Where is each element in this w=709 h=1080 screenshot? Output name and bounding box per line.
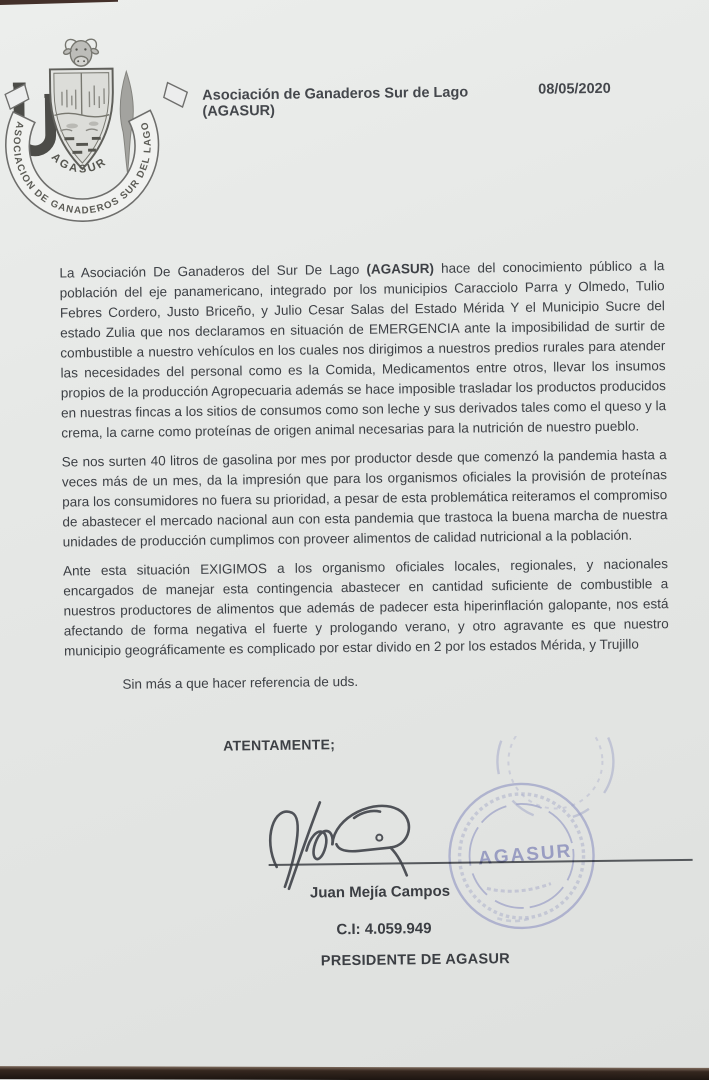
letterhead-title: Asociación de Ganaderos Sur de Lago (AGASUR) — [202, 84, 469, 120]
salutation: ATENTAMENTE; — [223, 736, 336, 754]
closing-line: Sin más a que hacer referencia de uds. — [122, 673, 359, 692]
signer-role: PRESIDENTE DE AGASUR — [320, 951, 511, 970]
paragraph-1-pre: La Asociación De Ganaderos del Sur De Lago — [59, 261, 367, 281]
paragraph-1-bold-agasur: (AGASUR) — [366, 260, 434, 277]
letter-body — [59, 256, 670, 757]
crest-agasur-label: AGASUR — [48, 151, 110, 176]
photo-background-edge-bottom — [0, 1066, 709, 1080]
stamp-label: AGASUR — [477, 840, 574, 870]
paragraph-1 — [59, 256, 666, 443]
signer-id-number: C.I: 4.059.949 — [336, 920, 432, 939]
cow-head-icon — [63, 39, 100, 66]
agasur-crest-logo — [2, 30, 190, 226]
paragraph-1-post: hace del conocimiento público a la población del eje panamericano, integrado por los municipios Caracciolo Parra y Olmedo, Tulio Febres Cordero, Justo Briceño, y Julio Cesar Salas del Estado Mérida Y el Municipio Sucre del estado Zulia que nos declaramos en situación de EMERGENCIA ante la imposibilidad de surtir de combustible a nuestro vehículos en los cuales nos dirigimos a nuestros predios rurales para atender las necesidades del personal como es la Comida, Medicamentos entre otros, llevar los insumos propios de la producción Agropecuaria además se hace imposible trasladar los productos producidos en nuestras fincas a los sitios de consumos como son leche y sus derivados tales como el queso y la crema, la carne como proteínas de origen animal necesarias para la nutrición de nuestro pueblo. — [59, 258, 667, 441]
letter-date: 08/05/2020 — [538, 80, 611, 98]
paragraph-2: Se nos surten 40 litros de gasolina por mes por productor desde que comenzó la pandemia hasta a veces más de un mes, da la impresión que para los organismos oficiales la provisión de proteínas para los consumidores no fuera su prioridad, a pesar de esta problemática reiteramos el compromiso de abastecer el mercado nacional aun con esta pandemia que trastoca la buena marcha de nuestra unidades de producción cumplimos con proveer alimentos de calidad nutricional a la población. — [61, 447, 668, 550]
stamp-ghost-arcs — [497, 735, 614, 820]
agasur-round-stamp — [425, 735, 623, 952]
signer-name: Juan Mejía Campos — [309, 882, 451, 902]
crest-ribbon-text: ASOCIACION DE GANADEROS SUR DEL LAGO — [10, 119, 154, 217]
paragraph-3: Ante esta situación EXIGIMOS a los organismo oficiales locales, regionales, y nacionales encargados de manejar esta contingencia abastecer en cantidad suficiente de combustible a nuestros productores de alimentos que además de padecer esta hiperinflación galopante, nos está afectando de forma negativa el fuerte y prologando verano, y otro agravante es que nuestro municipio geográficamente es complicado por estar divido en 2 por los estados Mérida, y Trujillo — [62, 556, 669, 659]
